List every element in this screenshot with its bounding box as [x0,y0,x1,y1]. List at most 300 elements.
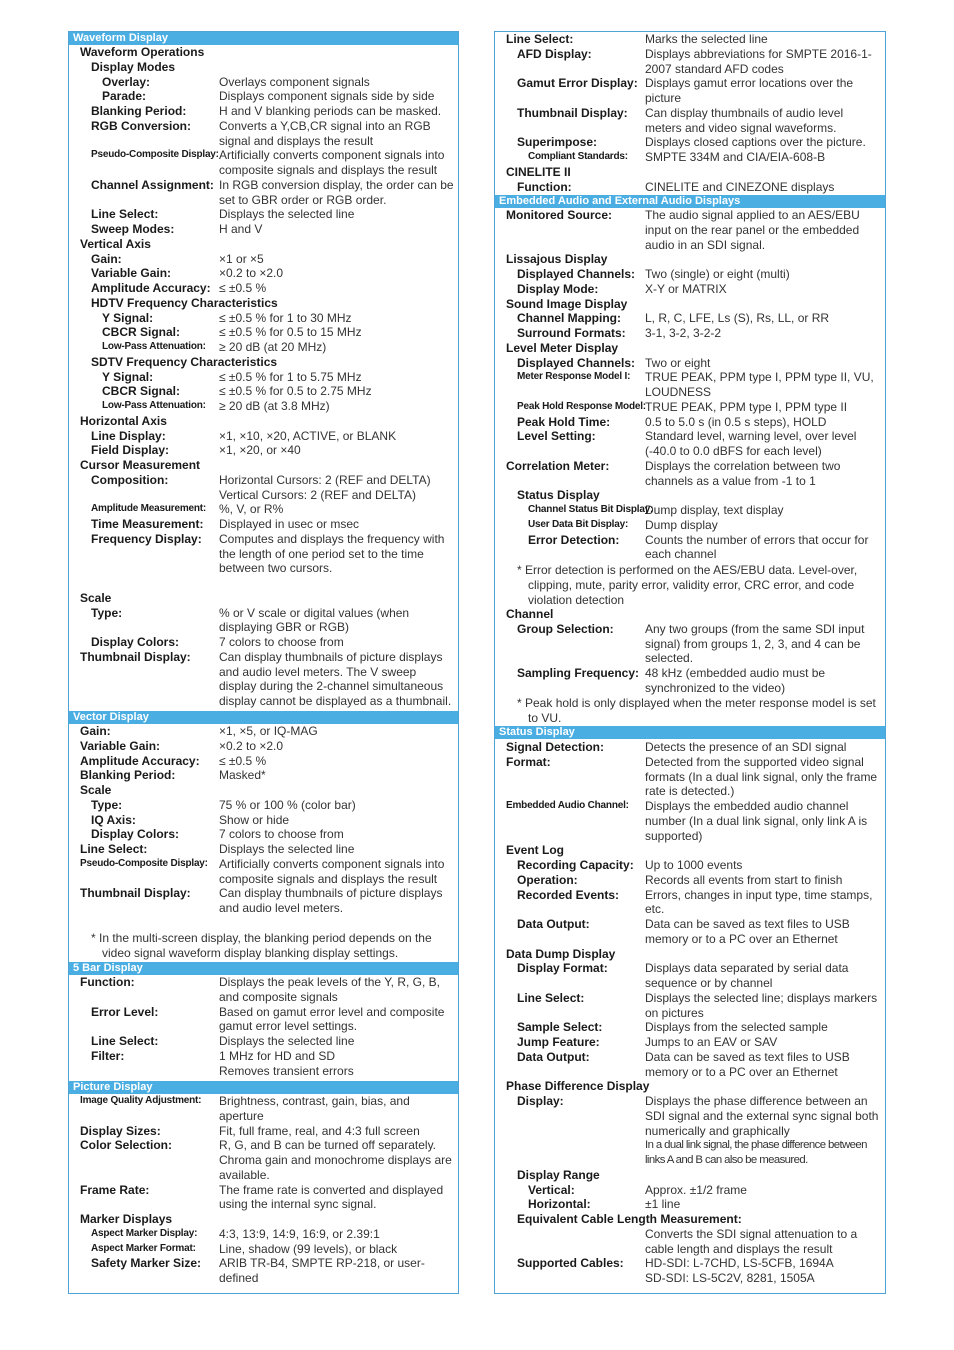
spec-row [69,148,458,178]
spec-label: CBCR Signal: [102,384,180,399]
spec-label: Jump Feature: [517,1035,600,1049]
spec-label: Blanking Period: [80,768,176,783]
spec-row [495,252,885,267]
spec-value: ×0.2 to ×2.0 [219,738,284,753]
spec-row [69,1227,458,1242]
spec-row [495,1227,885,1257]
spec-row [69,178,458,208]
spec-row [69,1242,458,1257]
spec-row [495,799,885,843]
spec-label: Frame Rate: [80,1182,150,1197]
spec-row [495,208,885,252]
spec-label: Monitored Source: [506,208,613,222]
spec-label: Low-Pass Attenuation: [102,341,206,352]
spec-label: Safety Marker Size: [91,1256,202,1271]
spec-value: Converts the SDI signal attenuation to a cable length and displays the result [645,1226,858,1256]
spec-row [69,798,458,813]
spec-label: Channel Status Bit Display: [528,504,654,515]
spec-row [495,1183,885,1198]
spec-row [495,1271,885,1286]
spec-row [69,355,458,370]
spec-label: Y Signal: [102,310,154,325]
spec-label: Compliant Standards: [528,151,628,162]
spec-label: Sweep Modes: [91,222,175,236]
spec-label: Horizontal: [528,1197,591,1212]
spec-row [69,384,458,399]
section-header-vector: Vector Display [69,711,458,724]
spec-value: ×1 or ×5 [219,251,264,266]
spec-label: Filter: [91,1048,125,1063]
spec-label: Display Mode: [517,281,599,296]
spec-row [495,1050,885,1080]
section-header-5bar: 5 Bar Display [69,962,458,975]
spec-row [495,1079,885,1094]
spec-label: Embedded Audio Channel: [506,800,629,811]
spec-row [69,207,458,222]
spec-row [495,873,885,888]
spec-label: Y Signal: [102,369,154,384]
spec-label: Recorded Events: [517,887,620,902]
spec-row [69,532,458,576]
spec-label: Display Range [517,1167,600,1182]
spec-label: Color Selection: [80,1138,173,1153]
spec-label: Amplitude Measurement: [91,503,207,515]
spec-label: Frequency Display: [91,531,202,546]
spec-row [69,1124,458,1139]
spec-row [69,399,458,414]
spec-label: Thumbnail Display: [517,105,628,120]
spec-row [69,842,458,857]
spec-label: Pseudo-Composite Display: [80,857,208,869]
spec-label: CBCR Signal: [102,325,180,340]
spec-label: Type: [91,797,123,812]
spec-value: The audio signal applied to an AES/EBU input on the rear panel or the embedded audio in an SDI signal. [645,208,860,252]
spec-row [69,606,458,636]
picture-spec-list [69,1094,458,1286]
spec-value: L, R, C, LFE, Ls (S), Rs, LL, or RR [645,311,830,326]
spec-value: ≤ ±0.5 % for 1 to 30 MHz [219,310,352,325]
spec-value: 0.5 to 5.0 s (in 0.5 s steps), HOLD [645,414,827,429]
section-header-picture: Picture Display [69,1081,458,1094]
spec-value: Standard level, warning level, over level (-40.0 to 0.0 dBFS for each level) [645,429,857,458]
spec-label: Equivalent Cable Length Measurement: [517,1212,742,1226]
fivebar-spec-list [69,975,458,1078]
spec-label: Gain: [91,251,122,266]
spec-value: Displays the embedded audio channel number (In a dual link signal, only link A is supported) [645,799,868,843]
spec-value: H and V blanking periods can be masked. [219,104,442,118]
spec-value: ×1, ×10, ×20, ACTIVE, or BLANK [219,428,397,443]
section-header-status: Status Display [495,726,885,739]
spec-row [69,89,458,104]
spec-row [495,666,885,696]
spec-row [495,370,885,400]
spec-value: Horizontal Cursors: 2 (REF and DELTA) [219,472,431,487]
spec-label: HDTV Frequency Characteristics [91,295,278,310]
spec-row [69,296,458,311]
section-header-waveform: Waveform Display [69,32,458,45]
spec-value: Displays component signals side by side [219,89,435,104]
spec-label: RGB Conversion: [91,118,192,133]
spec-label: Surround Formats: [517,326,626,340]
spec-row [495,429,885,459]
spec-value: 75 % or 100 % (color bar) [219,797,356,812]
spec-label: Data Dump Display [506,946,616,961]
spec-row [495,311,885,326]
spec-label: Display Format: [517,961,608,976]
spec-row [69,650,458,709]
spec-row [69,414,458,429]
spec-row [495,326,885,341]
spec-value: R, G, and B can be turned off separately. Chroma gain and monochrome displays are available. [219,1138,452,1182]
spec-label: Operation: [517,872,578,887]
channel-spec-list [495,607,885,696]
spec-value: Displays the selected line [219,1034,355,1048]
audio-footnote-1: * Error detection is performed on the AES/EBU data. Level-over, clipping, mute, parity error, validity error, CRC error, and code violation detection [517,563,858,607]
spec-value: 3-1, 3-2, 3-2-2 [645,326,722,340]
spec-row [495,32,885,47]
spec-label: Level Meter Display [506,340,619,355]
spec-value: Detects the presence of an SDI signal [645,740,847,754]
spec-label: Thumbnail Display: [80,649,191,664]
spec-value: ±1 line [645,1197,681,1212]
spec-label: Overlay: [102,74,151,89]
spec-row [69,119,458,149]
spec-row [69,1094,458,1124]
spec-value: Displays data separated by serial data sequence or by channel [645,961,849,990]
spec-label: Channel [506,607,554,621]
spec-label: Aspect Marker Display: [91,1227,198,1239]
spec-row [69,857,458,887]
spec-value: ARIB TR-B4, SMPTE RP-218, or user-defined [219,1256,425,1285]
spec-row [69,443,458,458]
spec-row [69,266,458,281]
spec-value: Displays the selected line [219,207,355,222]
spec-value: In a dual link signal, the phase difference between links A and B can also be measured. [645,1139,867,1166]
spec-row [495,1138,885,1168]
spec-value: Displays the phase difference between an SDI signal and the external sync signal both numerically and graphically [645,1094,879,1138]
spec-value: Displayed in usec or msec [219,517,360,531]
spec-row [495,740,885,755]
spec-row [69,635,458,650]
spec-value: In RGB conversion display, the order can be set to GBR order or RGB order. [219,177,454,207]
spec-row [495,488,885,503]
spec-value: Data can be saved as text files to USB memory or to a PC over an Ethernet [645,1049,850,1079]
spec-row [69,75,458,90]
spec-label: Status Display [517,488,600,503]
spec-row [495,947,885,962]
spec-value: Dump display [645,517,718,532]
spec-value: HD-SDI: L-7CHD, LS-5CFB, 1694A [645,1256,834,1271]
spec-label: Horizontal Axis [80,413,167,428]
spec-value: Two (single) or eight (multi) [645,267,790,281]
spec-label: Channel Assignment: [91,177,214,192]
spec-value: ×1, ×20, or ×40 [219,443,301,458]
spec-label: Line Select: [80,842,148,856]
spec-label: Scale [80,783,112,797]
spec-row [69,827,458,842]
spec-value: Displays from the selected sample [645,1020,828,1035]
spec-row [69,45,458,60]
spec-label: Sampling Frequency: [517,666,640,680]
spec-value: 4:3, 13:9, 14:9, 16:9, or 2.39:1 [219,1226,380,1241]
spec-label: Line Select: [517,990,585,1005]
spec-label: Composition: [91,472,169,487]
spec-row [495,1212,885,1227]
spec-row [69,488,458,503]
spec-label: Waveform Operations [80,45,205,59]
spec-label: Data Output: [517,917,590,931]
spec-row [69,591,458,606]
spec-label: Phase Difference Display [506,1079,650,1094]
spec-value: Masked* [219,768,266,783]
spec-row [69,222,458,237]
left-spec-column [68,31,459,1294]
spec-row [69,576,458,591]
spec-row [69,886,458,916]
spec-value: The frame rate is converted and displayed using the internal sync signal. [219,1182,444,1212]
spec-value: Displays the peak levels of the Y, R, G, B, and composite signals [219,975,441,1004]
spec-value: 7 colors to choose from [219,827,344,842]
spec-label: Marker Displays [80,1212,173,1226]
spec-row [495,400,885,415]
spec-value: ≤ ±0.5 % [219,281,267,295]
spec-label: SDTV Frequency Characteristics [91,354,278,369]
spec-value: SMPTE 334M and CIA/EIA-608-B [645,150,826,164]
spec-value: Vertical Cursors: 2 (REF and DELTA) [219,487,416,502]
spec-value: Displays the correlation between two channels as a value from -1 to 1 [645,458,841,488]
spec-row [495,607,885,622]
spec-value: Any two groups (from the same SDI input signal) from groups 1, 2, 3, and 4 can be selected. [645,621,865,666]
spec-row [69,1212,458,1227]
spec-value: Artificially converts component signals into composite signals and displays the result [219,856,445,886]
spec-label: Line Select: [91,1034,159,1048]
spec-label: Line Select: [91,207,159,222]
spec-label: Cursor Measurement [80,458,201,472]
spec-value: 1 MHz for HD and SD [219,1048,336,1063]
spec-label: Variable Gain: [91,266,172,281]
spec-row [495,1168,885,1183]
spec-row [69,754,458,769]
spec-row [495,415,885,430]
spec-row [495,1256,885,1271]
spec-label: Data Output: [517,1049,590,1064]
spec-label: Aspect Marker Format: [91,1242,196,1254]
spec-row [69,311,458,326]
spec-label: Display Colors: [91,827,180,842]
spec-label: Amplitude Accuracy: [91,281,211,295]
spec-label: Recording Capacity: [517,858,634,872]
spec-label: Thumbnail Display: [80,886,191,901]
spec-label: Function: [517,179,572,194]
spec-label: Signal Detection: [506,740,605,754]
spec-value: Brightness, contrast, gain, bias, and aperture [219,1094,410,1123]
spec-row [69,724,458,739]
audio-footnote-2: * Peak hold is only displayed when the meter response model is set to VU. [517,696,876,725]
spec-value: ≥ 20 dB (at 20 MHz) [219,340,327,354]
spec-row [69,1049,458,1064]
spec-row [495,961,885,991]
spec-value: Converts a Y,CB,CR signal into an RGB signal and displays the result [219,118,431,148]
spec-value: H and V [219,222,263,236]
spec-label: Lissajous Display [506,252,608,267]
spec-label: Line Display: [91,428,166,443]
picture-cont-spec-list [495,32,885,194]
spec-row [69,502,458,517]
vector-spec-list [69,724,458,916]
spec-label: Pseudo-Composite Display: [91,149,219,161]
spec-row [69,517,458,532]
spec-value: Jumps to an EAV or SAV [645,1035,778,1049]
spec-value: Can display thumbnails of picture displays and audio level meters. [219,886,443,915]
spec-value: Counts the number of errors that occur for each channel [645,532,869,562]
spec-value: Data can be saved as text files to USB memory or to a PC over an Ethernet [645,917,850,946]
spec-row [495,135,885,150]
audio-spec-list [495,208,885,562]
spec-row [69,60,458,75]
spec-label: Time Measurement: [91,517,204,531]
spec-label: Group Selection: [517,621,614,636]
spec-row [495,76,885,106]
spec-row [495,917,885,947]
spec-label: Sound Image Display [506,296,628,311]
spec-row [495,341,885,356]
spec-label: Display: [517,1094,564,1108]
spec-row [69,340,458,355]
spec-label: Low-Pass Attenuation: [102,400,206,411]
spec-label: Display Modes [91,59,176,74]
spec-value: X-Y or MATRIX [645,281,727,296]
spec-value: Up to 1000 events [645,858,743,872]
spec-row [495,47,885,77]
spec-row [495,622,885,666]
spec-value: Removes transient errors [219,1063,354,1078]
spec-label: Display Colors: [91,635,180,649]
spec-label: Sample Select: [517,1020,603,1035]
spec-value: Show or hide [219,812,290,827]
spec-value: Computes and displays the frequency with the length of one period set to the time between two cursors. [219,531,445,576]
spec-value: Overlays component signals [219,74,370,89]
spec-row [69,458,458,473]
spec-value: SD-SDI: LS-5C2V, 8281, 1505A [645,1271,815,1285]
spec-value: Approx. ±1/2 frame [645,1182,747,1197]
spec-row [495,297,885,312]
spec-row [495,503,885,518]
spec-label: Amplitude Accuracy: [80,753,200,768]
vector-footnote: * In the multi-screen display, the blanking period depends on the video signal waveform display blanking display settings. [91,931,432,960]
spec-value: Errors, changes in input type, time stamps, etc. [645,887,873,917]
spec-value: Can display thumbnails of picture displays and audio level meters. The V sweep display during the 2-channel simultaneous display cannot be displayed as a thumbnail. [219,649,452,708]
spec-label: Displayed Channels: [517,267,636,281]
right-spec-column [494,31,886,1294]
spec-label: Vertical: [528,1182,575,1197]
spec-label: User Data Bit Display: [528,518,629,530]
spec-label: Field Display: [91,443,170,458]
spec-row [69,1183,458,1213]
spec-label: Peak Hold Response Model: [517,400,646,412]
spec-row [495,459,885,489]
spec-value: Fit, full frame, real, and 4:3 full screen [219,1123,420,1138]
spec-value: ≤ ±0.5 % for 0.5 to 15 MHz [219,325,362,340]
spec-row [495,533,885,563]
section-header-audio: Embedded Audio and External Audio Displays [495,195,885,208]
spec-value: Records all events from start to finish [645,872,843,887]
spec-value: % or V scale or digital values (when displaying GBR or RGB) [219,605,410,635]
spec-label: CINELITE II [506,164,571,179]
spec-row [69,473,458,488]
spec-label: Meter Response Model I: [517,371,631,383]
spec-row [495,1035,885,1050]
spec-row [69,768,458,783]
spec-label: Gamut Error Display: [517,76,638,91]
spec-value: Two or eight [645,355,711,370]
spec-label: Correlation Meter: [506,458,610,473]
spec-row [69,1256,458,1286]
spec-row [69,1138,458,1182]
spec-label: Vertical Axis [80,236,151,251]
spec-row [495,282,885,297]
status-spec-list [495,740,885,1286]
spec-label: Gain: [80,724,111,738]
spec-label: AFD Display: [517,46,592,61]
spec-row [69,237,458,252]
spec-label: Display Sizes: [80,1123,161,1138]
spec-row [69,370,458,385]
spec-value: TRUE PEAK, PPM type I, PPM type II, VU, LOUDNESS [645,370,874,399]
spec-value: Artificially converts component signals into composite signals and displays the result [219,148,445,177]
spec-label: Level Setting: [517,429,596,444]
spec-label: Channel Mapping: [517,311,621,326]
waveform-spec-list [69,45,458,709]
spec-row [69,975,458,1005]
spec-value: ≤ ±0.5 % [219,753,267,768]
spec-row [495,888,885,918]
spec-label: Variable Gain: [80,738,161,753]
spec-value: 7 colors to choose from [219,635,344,649]
spec-row [69,429,458,444]
spec-label: Line Select: [506,32,574,46]
spec-row [495,150,885,165]
spec-value: Dump display, text display [645,503,784,517]
spec-label: Supported Cables: [517,1256,624,1271]
spec-value: Line, shadow (99 levels), or black [219,1241,398,1256]
spec-row [69,104,458,119]
spec-label: Displayed Channels: [517,355,636,370]
spec-value: Detected from the supported video signal formats (In a dual link signal, only the frame rate is detected.) [645,754,878,799]
spec-row [69,739,458,754]
spec-value: 48 kHz (embedded audio must be synchronized to the video) [645,666,826,695]
spec-label: Parade: [102,89,147,104]
spec-value: Displays abbreviations for SMPTE 2016-1-2007 standard AFD codes [645,46,872,76]
spec-row [69,783,458,798]
spec-label: Image Quality Adjustment: [80,1095,202,1106]
spec-label: Scale [80,590,112,605]
spec-row [69,1005,458,1035]
spec-label: Event Log [506,843,565,858]
spec-row [495,518,885,533]
spec-label: Function: [80,975,135,989]
spec-value: Displays the selected line [219,842,355,856]
spec-row [495,755,885,799]
spec-value: ≤ ±0.5 % for 1 to 5.75 MHz [219,369,362,384]
spec-value: %, V, or R% [219,502,284,517]
spec-label: Blanking Period: [91,104,187,118]
spec-row [495,165,885,180]
spec-value: Displays gamut error locations over the picture [645,76,854,105]
spec-row [495,1020,885,1035]
spec-value: Based on gamut error level and composite gamut error level settings. [219,1004,445,1034]
spec-value: ≤ ±0.5 % for 0.5 to 2.75 MHz [219,384,372,399]
spec-label: Format: [506,754,551,769]
